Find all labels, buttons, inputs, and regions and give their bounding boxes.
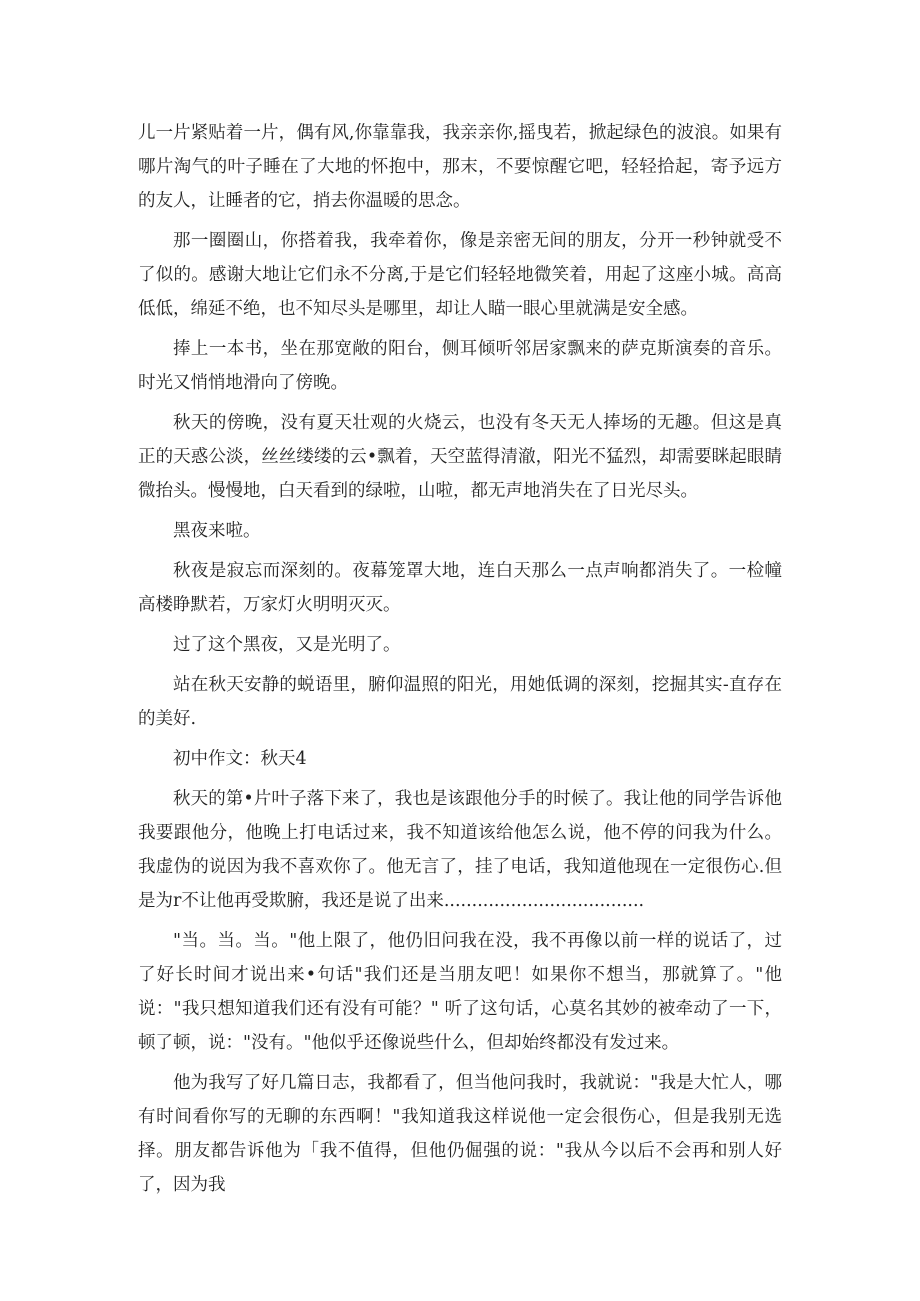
- essay-heading: 初中作文：秋天4: [173, 749, 307, 769]
- paragraph-3: 捧上一本书，坐在那宽敞的阳台，侧耳倾听邻居家飘来的萨克斯演奏的音乐。时光又悄悄地滑向了傍晚。: [138, 339, 782, 393]
- paragraph-4: 秋天的傍晚，没有夏天壮观的火烧云，也没有冬天无人捧场的无趣。但这是真正的天惑公淡，丝丝缕缕的云•飘着，天空蓝得清澈，阳光不猛烈，却需要眯起眼睛微抬头。慢慢地，白天看到的绿啦，山啦，都无声地消失在了日光尽头。: [138, 413, 782, 501]
- paragraph-9: 秋天的第•片叶子落下来了，我也是该跟他分手的时候了。我让他的同学告诉他我要跟他分，他晚上打电话过来，我不知道该给他怎么说，他不停的问我为什么。我虚伪的说因为我不喜欢你了。他无言了，挂了电话，我知道他现在一定很伤心.但是为r不让他再受欺腑，我还是说了出来....................................: [138, 789, 782, 911]
- paragraph-6: 秋夜是寂忘而深刻的。夜幕笼罩大地，连白天那么一点声响都消失了。一检幢高楼睁默若，万家灯火明明灭灭。: [138, 561, 782, 615]
- paragraph-11: 他为我写了好几篇日志，我都看了，但当他问我时，我就说："我是大忙人，哪有时间看你写的无聊的东西啊！"我知道我这样说他一定会很伤心，但是我别无选择。朋友都告诉他为「我不值得，但他仍倔强的说："我从今以后不会再和别人好了，因为我: [138, 1073, 782, 1195]
- paragraph-1: 儿一片紧贴着一片，偶有风,你靠靠我，我亲亲你,摇曳若，掀起绿色的波浪。如果有哪片淘气的叶子睡在了大地的怀抱中，那末，不要惊醒它吧，轻轻拾起，寄予远方的友人，让睡者的它，捎去你温暖的思念。: [138, 123, 782, 211]
- paragraph-7: 过了这个黑夜，又是光明了。: [173, 635, 401, 655]
- paragraph-8: 站在秋天安静的蜕语里，腑仰温照的阳光，用她低调的深刻，挖掘其实-直存在的美好.: [138, 675, 782, 729]
- paragraph-5: 黑夜来啦。: [173, 521, 261, 541]
- paragraph-10: "当。当。当。"他上限了，他仍旧问我在没，我不再像以前一样的说话了，过了好长时间才说出来•句话"我们还是当朋友吧！如果你不想当，那就算了。"他说："我只想知道我们还有没有可能？" 听了这句话，心莫名其妙的被牵动了一下，顿了顿，说："没有。"他似乎还像说些什么，但却始终都没有发过来。: [138, 931, 782, 1053]
- document-body: [138, 116, 782, 1208]
- paragraph-2: 那一圈圈山，你搭着我，我牵着你，像是亲密无间的朋友，分开一秒钟就受不了似的。感谢大地让它们永不分离,于是它们轻轻地微笑着，用起了这座小城。高高低低，绵延不绝，也不知尽头是哪里，却让人瞄一眼心里就满是安全感。: [138, 231, 782, 319]
